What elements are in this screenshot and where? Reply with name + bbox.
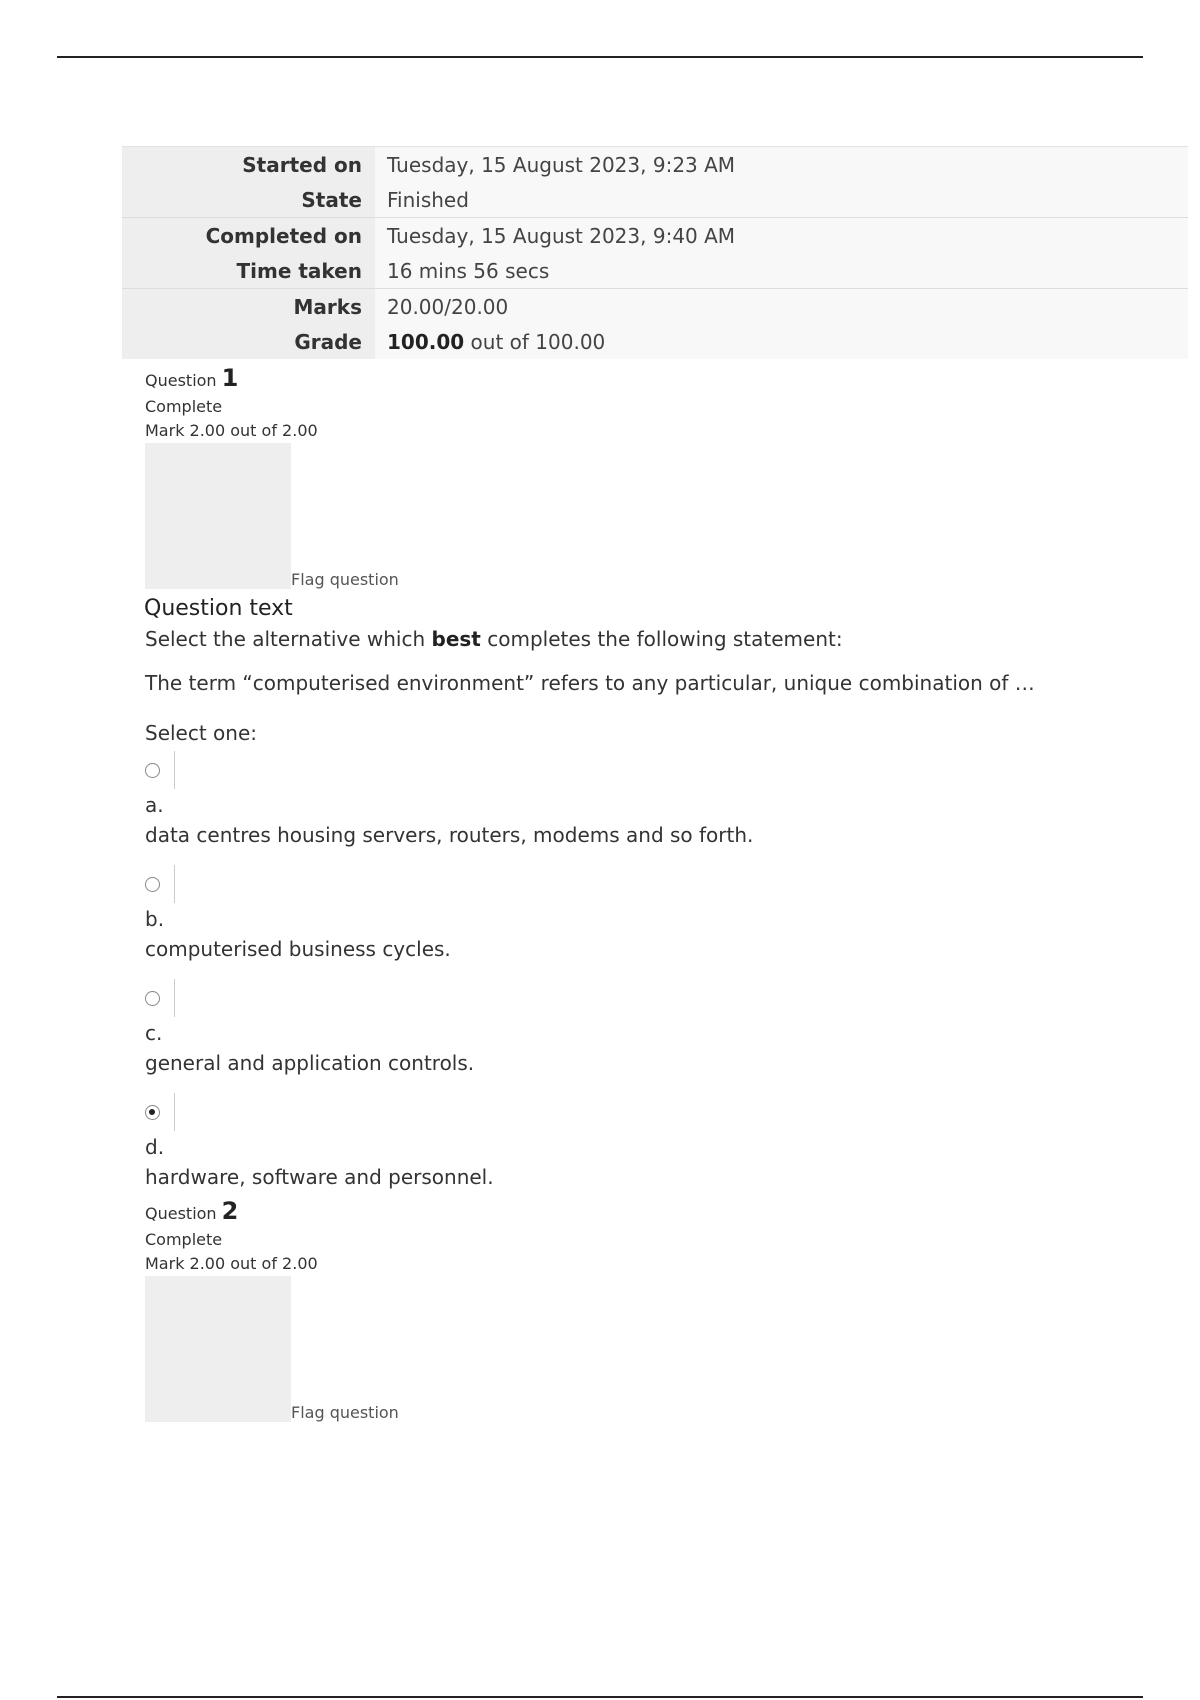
option-text[interactable]: hardware, software and personnel. bbox=[145, 1165, 494, 1189]
question-instruction bbox=[145, 624, 1145, 654]
summary-label: Completed on bbox=[122, 218, 375, 254]
summary-label: Started on bbox=[122, 147, 375, 183]
radio-button-b[interactable] bbox=[145, 877, 160, 892]
option-letter: a. bbox=[145, 793, 164, 817]
question-grade: Mark 2.00 out of 2.00 bbox=[145, 1254, 318, 1273]
radio-button-a[interactable] bbox=[145, 763, 160, 778]
flag-question-control[interactable] bbox=[145, 443, 399, 589]
grade-value: 100.00 bbox=[387, 329, 465, 354]
option-text[interactable]: computerised business cycles. bbox=[145, 937, 451, 961]
summary-row-completed-on bbox=[122, 218, 1188, 254]
answer-option-a[interactable] bbox=[145, 750, 1145, 850]
flag-question-control[interactable] bbox=[145, 1276, 399, 1422]
summary-value: Tuesday, 15 August 2023, 9:40 AM bbox=[375, 218, 1188, 254]
summary-row-grade bbox=[122, 324, 1188, 359]
question-stem: The term “computerised environment” refers to any particular, unique combination of … bbox=[145, 671, 1035, 695]
summary-row-state bbox=[122, 182, 1188, 218]
flag-question-label[interactable]: Flag question bbox=[291, 570, 399, 589]
option-letter: c. bbox=[145, 1021, 163, 1045]
instruction-part: completes the following statement: bbox=[480, 627, 843, 651]
summary-label: State bbox=[122, 182, 375, 218]
answer-option-c[interactable] bbox=[145, 978, 1145, 1078]
question-state: Complete bbox=[145, 1230, 223, 1249]
option-control bbox=[145, 978, 1145, 1018]
answer-option-b[interactable] bbox=[145, 864, 1145, 964]
option-control bbox=[145, 750, 1145, 790]
grade-out-of: out of 100.00 bbox=[464, 329, 606, 354]
option-text[interactable]: data centres housing servers, routers, modems and so forth. bbox=[145, 823, 754, 847]
question-state: Complete bbox=[145, 397, 223, 416]
summary-value: Tuesday, 15 August 2023, 9:23 AM bbox=[375, 147, 1188, 183]
answer-options bbox=[145, 750, 1145, 1192]
question-label: Question bbox=[145, 371, 222, 390]
option-text[interactable]: general and application controls. bbox=[145, 1051, 475, 1075]
flag-question-label[interactable]: Flag question bbox=[291, 1403, 399, 1422]
question-number: 2 bbox=[221, 1197, 239, 1225]
option-divider bbox=[174, 1093, 175, 1131]
option-control bbox=[145, 864, 1145, 904]
attempt-summary-table bbox=[122, 146, 1188, 359]
summary-value: 20.00/20.00 bbox=[375, 289, 1188, 325]
question-text-heading: Question text bbox=[144, 596, 293, 621]
option-letter: d. bbox=[145, 1135, 165, 1159]
answer-option-d[interactable] bbox=[145, 1092, 1145, 1192]
summary-label: Grade bbox=[122, 324, 375, 359]
summary-label: Marks bbox=[122, 289, 375, 325]
summary-value: Finished bbox=[375, 182, 1188, 218]
question-grade: Mark 2.00 out of 2.00 bbox=[145, 421, 318, 440]
question-1-info bbox=[145, 364, 399, 589]
summary-value bbox=[375, 324, 1188, 359]
option-divider bbox=[174, 751, 175, 789]
question-label: Question bbox=[145, 1204, 222, 1223]
radio-button-d-selected[interactable] bbox=[145, 1105, 160, 1120]
option-divider bbox=[174, 979, 175, 1017]
option-control bbox=[145, 1092, 1145, 1132]
flag-icon[interactable] bbox=[145, 443, 291, 589]
header-rule bbox=[57, 56, 1143, 58]
summary-label: Time taken bbox=[122, 253, 375, 289]
question-number: 1 bbox=[221, 364, 239, 392]
radio-button-c[interactable] bbox=[145, 991, 160, 1006]
option-divider bbox=[174, 865, 175, 903]
instruction-emphasis: best bbox=[431, 627, 481, 651]
footer-rule bbox=[57, 1696, 1143, 1698]
summary-value: 16 mins 56 secs bbox=[375, 253, 1188, 289]
summary-row-time-taken bbox=[122, 253, 1188, 289]
question-2-info bbox=[145, 1197, 399, 1422]
instruction-part: Select the alternative which bbox=[145, 627, 432, 651]
select-one-prompt: Select one: bbox=[145, 721, 258, 745]
option-letter: b. bbox=[145, 907, 165, 931]
summary-row-started-on bbox=[122, 147, 1188, 183]
flag-icon[interactable] bbox=[145, 1276, 291, 1422]
question-1-content bbox=[145, 594, 1145, 1206]
summary-row-marks bbox=[122, 289, 1188, 325]
